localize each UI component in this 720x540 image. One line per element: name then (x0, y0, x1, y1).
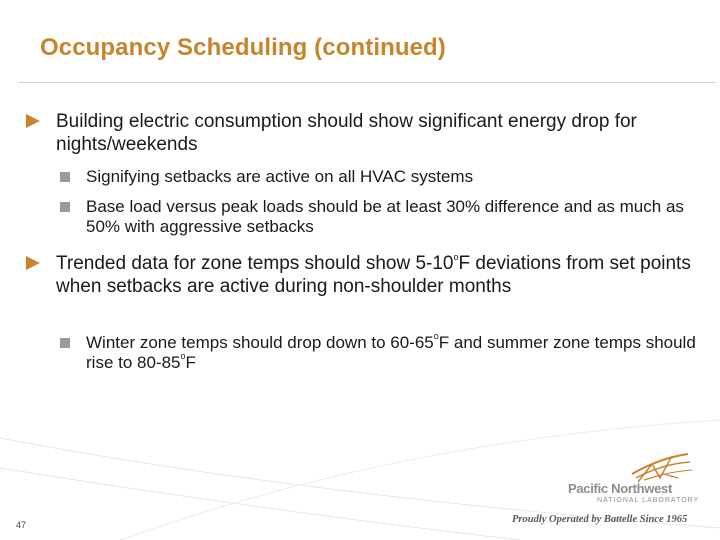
bullet-2-text-b: F deviations from set points when setbacks are active during non-shoulder months (56, 253, 691, 297)
square-bullet-icon (60, 338, 70, 348)
sub-bullet-2-1-text-a: Winter zone temps should drop down to 60-65 (86, 333, 434, 352)
footer-tagline: Proudly Operated by Battelle Since 1965 (512, 514, 688, 525)
bullet-1-text: Building electric consumption should show significant energy drop for nights/weekends (56, 111, 637, 155)
sub-bullet-1-1 (86, 167, 706, 187)
slide-title: Occupancy Scheduling (continued) (40, 34, 446, 61)
arrow-bullet-icon (26, 256, 40, 270)
bullet-1 (56, 110, 706, 156)
bullet-2 (56, 252, 706, 298)
degree-symbol: o (433, 331, 439, 341)
page-number: 47 (16, 520, 27, 530)
bullet-2-text-a: Trended data for zone temps should show 5-10 (56, 253, 454, 274)
square-bullet-icon (60, 172, 70, 182)
logo-name: Pacific Northwest (568, 481, 672, 496)
sub-bullet-2-1 (86, 333, 706, 373)
title-divider (18, 82, 716, 83)
sub-bullet-2-1-text-b: F and summer zone temps should rise to 80-85 (86, 333, 696, 372)
logo-subtitle: NATIONAL LABORATORY (597, 497, 700, 504)
sub-bullet-1-2-text: Base load versus peak loads should be at least 30% difference and as much as 50% with aggressive setbacks (86, 197, 684, 236)
sub-bullet-1-2 (86, 197, 706, 237)
degree-symbol: o (180, 351, 186, 361)
square-bullet-icon (60, 202, 70, 212)
sub-bullet-2-1-text-c: F (185, 353, 196, 372)
degree-symbol: o (453, 252, 459, 262)
sub-bullet-1-1-text: Signifying setbacks are active on all HVAC systems (86, 167, 474, 186)
arrow-bullet-icon (26, 114, 40, 128)
